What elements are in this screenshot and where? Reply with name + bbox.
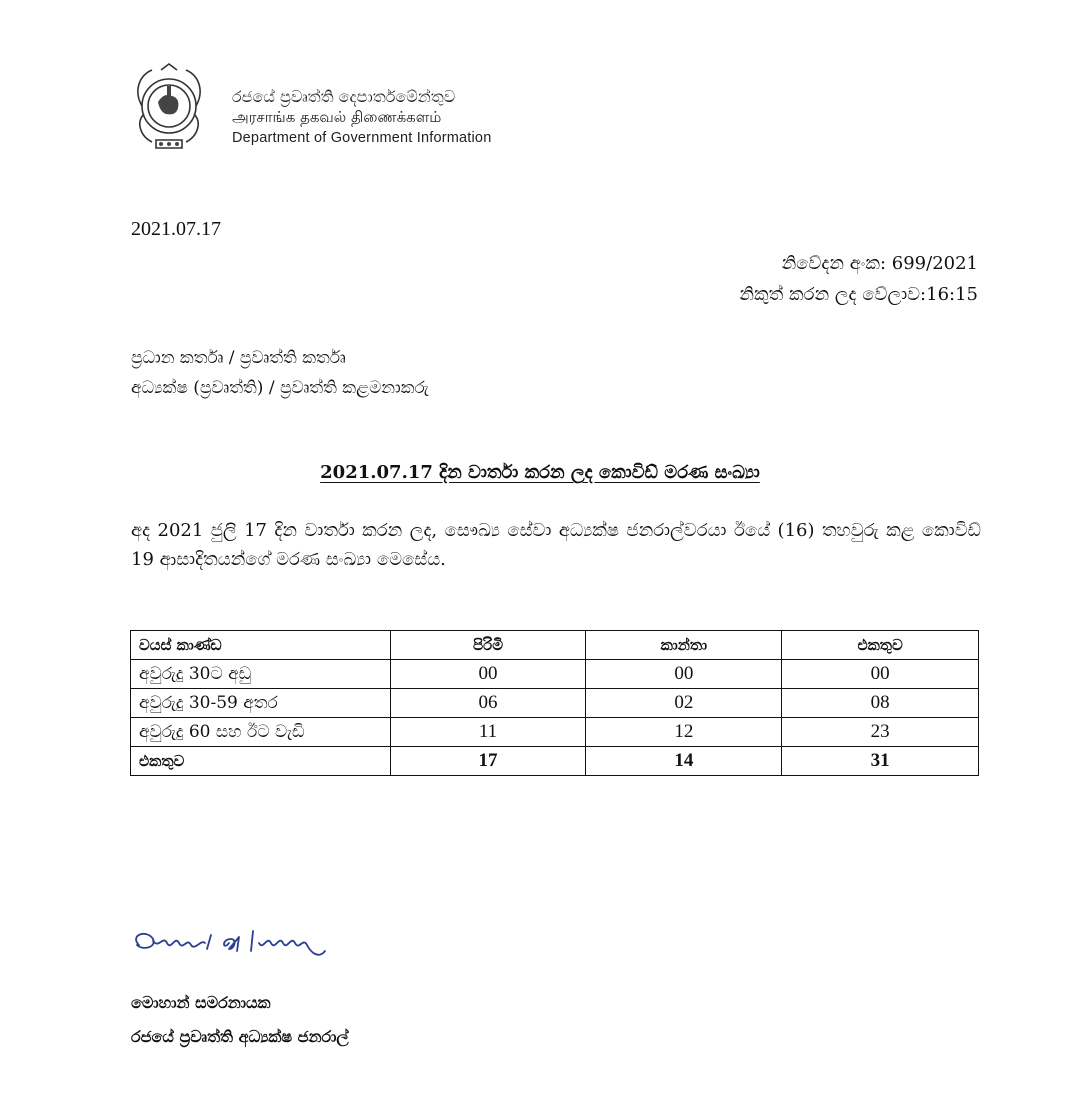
total-label-cell: එකතුව	[131, 747, 391, 776]
document-date: 2021.07.17	[131, 218, 221, 240]
female-count-cell: 02	[586, 689, 782, 718]
table-header-row	[131, 631, 979, 660]
female-count-cell: 00	[586, 660, 782, 689]
grand-total-cell: 31	[782, 747, 979, 776]
total-male-cell: 17	[390, 747, 586, 776]
table-row	[131, 660, 979, 689]
department-name-tamil: அரசாங்க தகவல் திணைக்களம்	[232, 108, 442, 126]
male-count-cell: 11	[390, 718, 586, 747]
signatory-block	[131, 986, 349, 1054]
female-count-cell: 12	[586, 718, 782, 747]
male-count-cell: 00	[390, 660, 586, 689]
signatory-designation: රජයේ ප්‍රවෘත්ති අධ්‍යක්ෂ ජනරාල්	[131, 1027, 349, 1046]
header-female: කාන්තා	[586, 631, 782, 660]
body-paragraph: අද 2021 ජුලි 17 දින වාර්තා කරන ලද, සෞඛ්‍ය සේවා අධ්‍යක්ෂ ජනරාල්වරයා ඊයේ (16) තහවුරු කළ කොවිඩ් 19 ආසාදිතයන්ගේ මරණ සංඛ්‍යා මෙසේය.	[131, 520, 981, 570]
release-time: නිකුත් කරන ලද වේලාව:16:15	[739, 284, 978, 305]
department-heading	[232, 86, 491, 149]
addressee-line-1: ප්‍රධාන කර්තෘ / ප්‍රවෘත්ති කර්තෘ	[131, 348, 346, 368]
age-group-cell: අවුරුදු 60 සහ ඊට වැඩි	[131, 718, 391, 747]
release-info	[739, 248, 978, 310]
department-name-english: Department of Government Information	[232, 130, 492, 146]
release-number: නිවේදන අංක: 699/2021	[781, 253, 978, 274]
table-total-row	[131, 747, 979, 776]
total-count-cell: 23	[782, 718, 979, 747]
total-count-cell: 08	[782, 689, 979, 718]
header-age-group: වයස් කාණ්ඩ	[131, 631, 391, 660]
age-group-cell: අවුරුදු 30ට අඩු	[131, 660, 391, 689]
male-count-cell: 06	[390, 689, 586, 718]
addressees	[131, 343, 429, 403]
sri-lanka-emblem-icon	[128, 62, 210, 152]
document-title	[0, 462, 1080, 483]
department-name-sinhala: රජයේ ප්‍රවෘත්ති දෙපාර්තමේන්තුව	[232, 87, 456, 106]
table-row	[131, 718, 979, 747]
total-female-cell: 14	[586, 747, 782, 776]
header-total: එකතුව	[782, 631, 979, 660]
signatory-name: මොහාන් සමරනායක	[131, 993, 271, 1012]
age-group-cell: අවුරුදු 30-59 අතර	[131, 689, 391, 718]
addressee-line-2: අධ්‍යක්ෂ (ප්‍රවෘත්ති) / ප්‍රවෘත්ති කළමනාකරු	[131, 378, 429, 398]
covid-deaths-table	[130, 630, 979, 776]
total-count-cell: 00	[782, 660, 979, 689]
handwritten-signature	[125, 925, 375, 975]
document-title-text: 2021.07.17 දින වාර්තා කරන ලද කොවිඩ් මරණ සංඛ්‍යා	[320, 462, 760, 483]
table-row	[131, 689, 979, 718]
header-male: පිරිමි	[390, 631, 586, 660]
